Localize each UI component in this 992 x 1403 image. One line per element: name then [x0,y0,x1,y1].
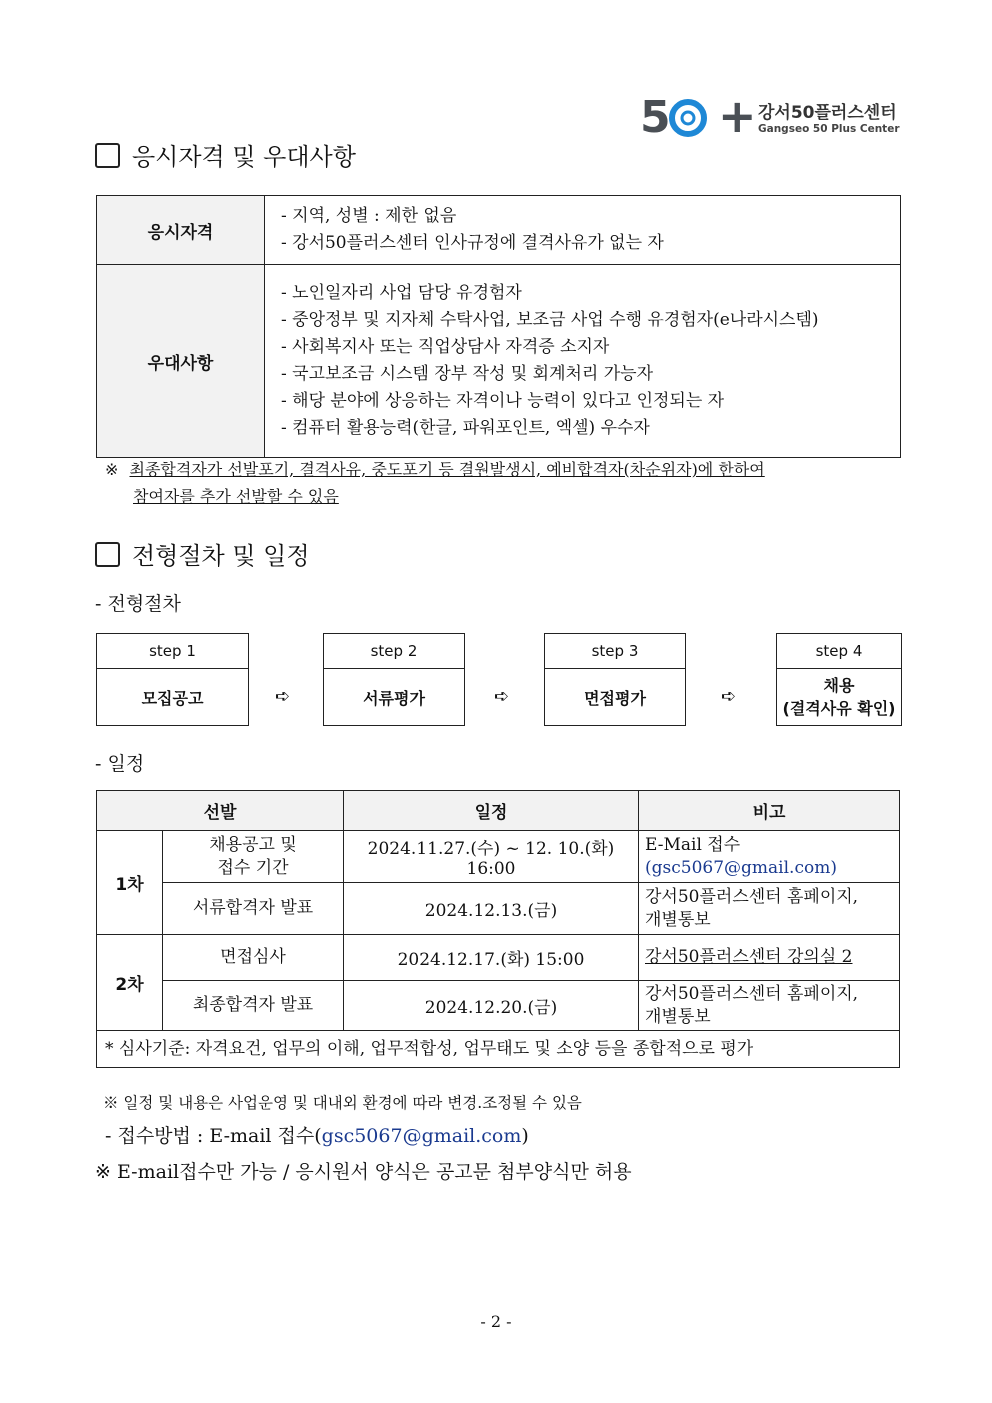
schedule-date: 2024.12.20.(금) [344,981,639,1031]
process-subtitle: - 전형절차 [95,593,181,615]
step-number: step 2 [324,634,464,669]
apply-method [105,1121,529,1148]
step-box-4 [776,633,902,726]
schedule-remark [639,935,900,981]
step-box-2 [323,633,465,726]
replacement-note [105,457,765,483]
table-header-row [97,791,900,831]
arrow-right-icon: ➪ [494,686,510,707]
remark-line: 강서50플러스센터 홈페이지, [645,983,859,1004]
replacement-note-cont [133,484,339,510]
header-remarks: 비고 [639,791,900,831]
step-name [777,669,901,725]
apply-email-link[interactable]: gsc5067@gmail.com [321,1125,522,1147]
arrow-right-icon: ➪ [721,686,737,707]
list-item: - 중앙정부 및 지자체 수탁사업, 보조금 사업 수행 유경험자(e나라시스템) [281,310,819,330]
arrow-right-icon: ➪ [275,686,291,707]
note-mark: ※ [105,460,119,479]
row-label: 우대사항 [97,265,265,458]
final-note: ※ E-mail접수만 가능 / 응시원서 양식은 공고문 첨부양식만 허용 [95,1161,632,1183]
table-row [97,981,900,1031]
step-box-3 [544,633,686,726]
logo-five: 5 [640,92,671,143]
row-content [265,265,901,458]
row-content [265,196,901,265]
phase-label: 1차 [97,831,163,935]
section-heading-text: 응시자격 및 우대사항 [132,143,356,171]
checkbox-icon [95,542,120,567]
remark-line: 강서50플러스센터 강의실 2 [645,947,853,967]
step-number: step 3 [545,634,685,669]
step-name-sub: (결격사유 확인) [782,699,896,718]
qualification-table [96,195,901,458]
schedule-remark [639,831,900,883]
schedule-change-note: ※ 일정 및 내용은 사업운영 및 대내외 환경에 따라 변경.조정될 수 있음 [103,1094,582,1112]
list-item: - 강서50플러스센터 인사규정에 결격사유가 없는 자 [281,233,664,253]
step-number: step 4 [777,634,901,669]
list-item: - 국고보조금 시스템 장부 작성 및 회계처리 가능자 [281,364,654,384]
list-item: - 노인일자리 사업 담당 유경험자 [281,283,522,303]
checkbox-icon [95,143,120,168]
schedule-subtitle: - 일정 [95,753,145,775]
row-label: 응시자격 [97,196,265,265]
remark-line: E-Mail 접수 [645,834,741,855]
schedule-date: 2024.11.27.(수) ~ 12. 10.(화) 16:00 [344,831,639,883]
page-number: - 2 - [480,1312,512,1331]
logo-ring-icon [666,98,712,138]
header-schedule: 일정 [344,791,639,831]
logo-plus: + [718,89,757,143]
schedule-item: 서류합격자 발표 [163,883,344,935]
step-name: 모집공고 [141,688,204,708]
step-name-main: 채용 [823,676,855,695]
section-heading-qualifications [95,142,356,172]
table-row [97,935,900,981]
section-heading-process [95,541,310,571]
step-number: step 1 [97,634,248,669]
note-line-1: 최종합격자가 선발포기, 결격사유, 중도포기 등 결원발생시, 예비합격자(차순위자)에 한하여 [129,460,765,479]
logo-name-en: Gangseo 50 Plus Center [758,123,900,135]
table-row [97,265,901,458]
center-logo [640,89,910,144]
schedule-date: 2024.12.17.(화) 15:00 [344,935,639,981]
evaluation-criteria: * 심사기준: 자격요건, 업무의 이해, 업무적합성, 업무태도 및 소양 등을 종합적으로 평가 [97,1031,900,1068]
step-name: 서류평가 [363,688,425,708]
table-row [97,1031,900,1068]
table-row [97,831,900,883]
remark-line: 개별통보 [645,1006,711,1027]
schedule-item [163,831,344,883]
item-line: 접수 기간 [217,857,289,878]
header-selection: 선발 [97,791,344,831]
step-name: 면접평가 [584,688,646,708]
logo-name-ko: 강서50플러스센터 [758,103,897,123]
note-line-2: 참여자를 추가 선발할 수 있음 [133,487,339,506]
apply-method-label: - 접수방법 : E-mail 접수( [105,1125,322,1147]
item-line: 채용공고 및 [209,834,297,855]
remark-line: 강서50플러스센터 홈페이지, [645,886,859,907]
schedule-item: 면접심사 [163,935,344,981]
email-link[interactable]: (gsc5067@gmail.com) [645,857,837,878]
list-item: - 지역, 성별 : 제한 없음 [281,206,457,226]
table-row [97,196,901,265]
remark-line: 개별통보 [645,909,711,930]
list-item: - 해당 분야에 상응하는 자격이나 능력이 있다고 인정되는 자 [281,391,725,411]
step-box-1 [96,633,249,726]
schedule-date: 2024.12.13.(금) [344,883,639,935]
schedule-remark [639,883,900,935]
list-item: - 사회복지사 또는 직업상담사 자격증 소지자 [281,337,610,357]
phase-label: 2차 [97,935,163,1031]
schedule-item: 최종합격자 발표 [163,981,344,1031]
schedule-remark [639,981,900,1031]
section-heading-text: 전형절차 및 일정 [132,542,310,570]
list-item: - 컴퓨터 활용능력(한글, 파워포인트, 엑셀) 우수자 [281,418,650,438]
table-row [97,883,900,935]
schedule-table [96,790,900,1068]
apply-method-close: ) [521,1125,529,1147]
